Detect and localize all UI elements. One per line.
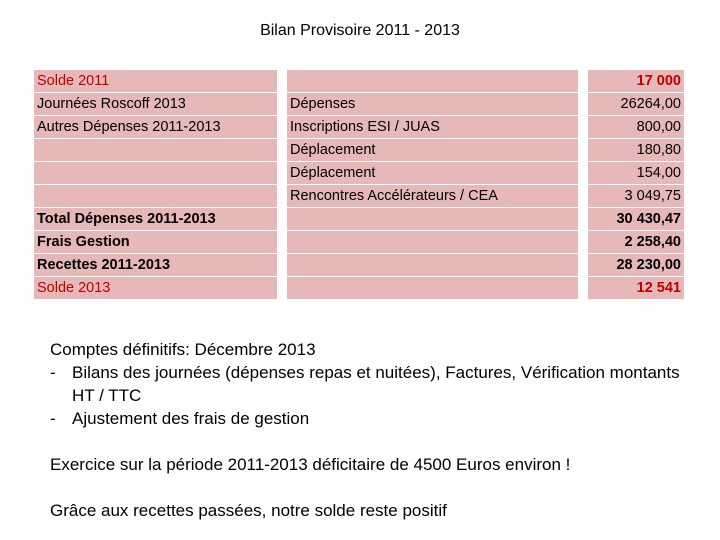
table-row — [34, 231, 684, 254]
row-label: Solde 2013 — [34, 277, 277, 300]
row-description — [287, 70, 578, 93]
row-label: Journées Roscoff 2013 — [34, 93, 277, 116]
row-label: Frais Gestion — [34, 231, 277, 254]
row-description — [287, 254, 578, 277]
row-description — [287, 208, 578, 231]
bullet-text: Ajustement des frais de gestion — [72, 409, 310, 428]
row-amount: 800,00 — [588, 116, 684, 139]
bullet-text: Bilans des journées (dépenses repas et nuitées), Factures, Vérification montants HT / TTC — [72, 363, 680, 405]
row-amount: 26264,00 — [588, 93, 684, 116]
row-label: Autres Dépenses 2011-2013 — [34, 116, 277, 139]
row-amount: 17 000 — [588, 70, 684, 93]
bilan-table — [34, 70, 684, 300]
page-title: Bilan Provisoire 2011 - 2013 — [260, 22, 460, 39]
row-amount: 12 541 — [588, 277, 684, 300]
row-amount: 3 049,75 — [588, 185, 684, 208]
row-description: Dépenses — [287, 93, 578, 116]
table-row — [34, 93, 684, 116]
table-row — [34, 254, 684, 277]
table-row — [34, 70, 684, 93]
notes-section — [50, 338, 690, 522]
row-description: Rencontres Accélérateurs / CEA — [287, 185, 578, 208]
row-label: Recettes 2011-2013 — [34, 254, 277, 277]
bullet-dash: - — [50, 363, 56, 382]
row-label: Solde 2011 — [34, 70, 277, 93]
row-amount: 180,80 — [588, 139, 684, 162]
table-row — [34, 208, 684, 231]
row-description — [287, 277, 578, 300]
table-row — [34, 116, 684, 139]
row-amount: 2 258,40 — [588, 231, 684, 254]
comptes-heading: Comptes définitifs: Décembre 2013 — [50, 340, 316, 359]
table-row — [34, 139, 684, 162]
row-description — [287, 231, 578, 254]
list-item — [50, 407, 690, 430]
bullet-dash: - — [50, 409, 56, 428]
row-description: Déplacement — [287, 139, 578, 162]
row-description: Inscriptions ESI / JUAS — [287, 116, 578, 139]
table-row — [34, 185, 684, 208]
table-row — [34, 277, 684, 300]
row-label — [34, 162, 277, 185]
row-label — [34, 185, 277, 208]
row-description: Déplacement — [287, 162, 578, 185]
row-label: Total Dépenses 2011-2013 — [34, 208, 277, 231]
row-amount: 28 230,00 — [588, 254, 684, 277]
row-amount: 30 430,47 — [588, 208, 684, 231]
list-item — [50, 361, 690, 407]
table-row — [34, 162, 684, 185]
row-amount: 154,00 — [588, 162, 684, 185]
grace-note: Grâce aux recettes passées, notre solde reste positif — [50, 501, 447, 520]
exercice-note: Exercice sur la période 2011-2013 déficitaire de 4500 Euros environ ! — [50, 455, 571, 474]
row-label — [34, 139, 277, 162]
